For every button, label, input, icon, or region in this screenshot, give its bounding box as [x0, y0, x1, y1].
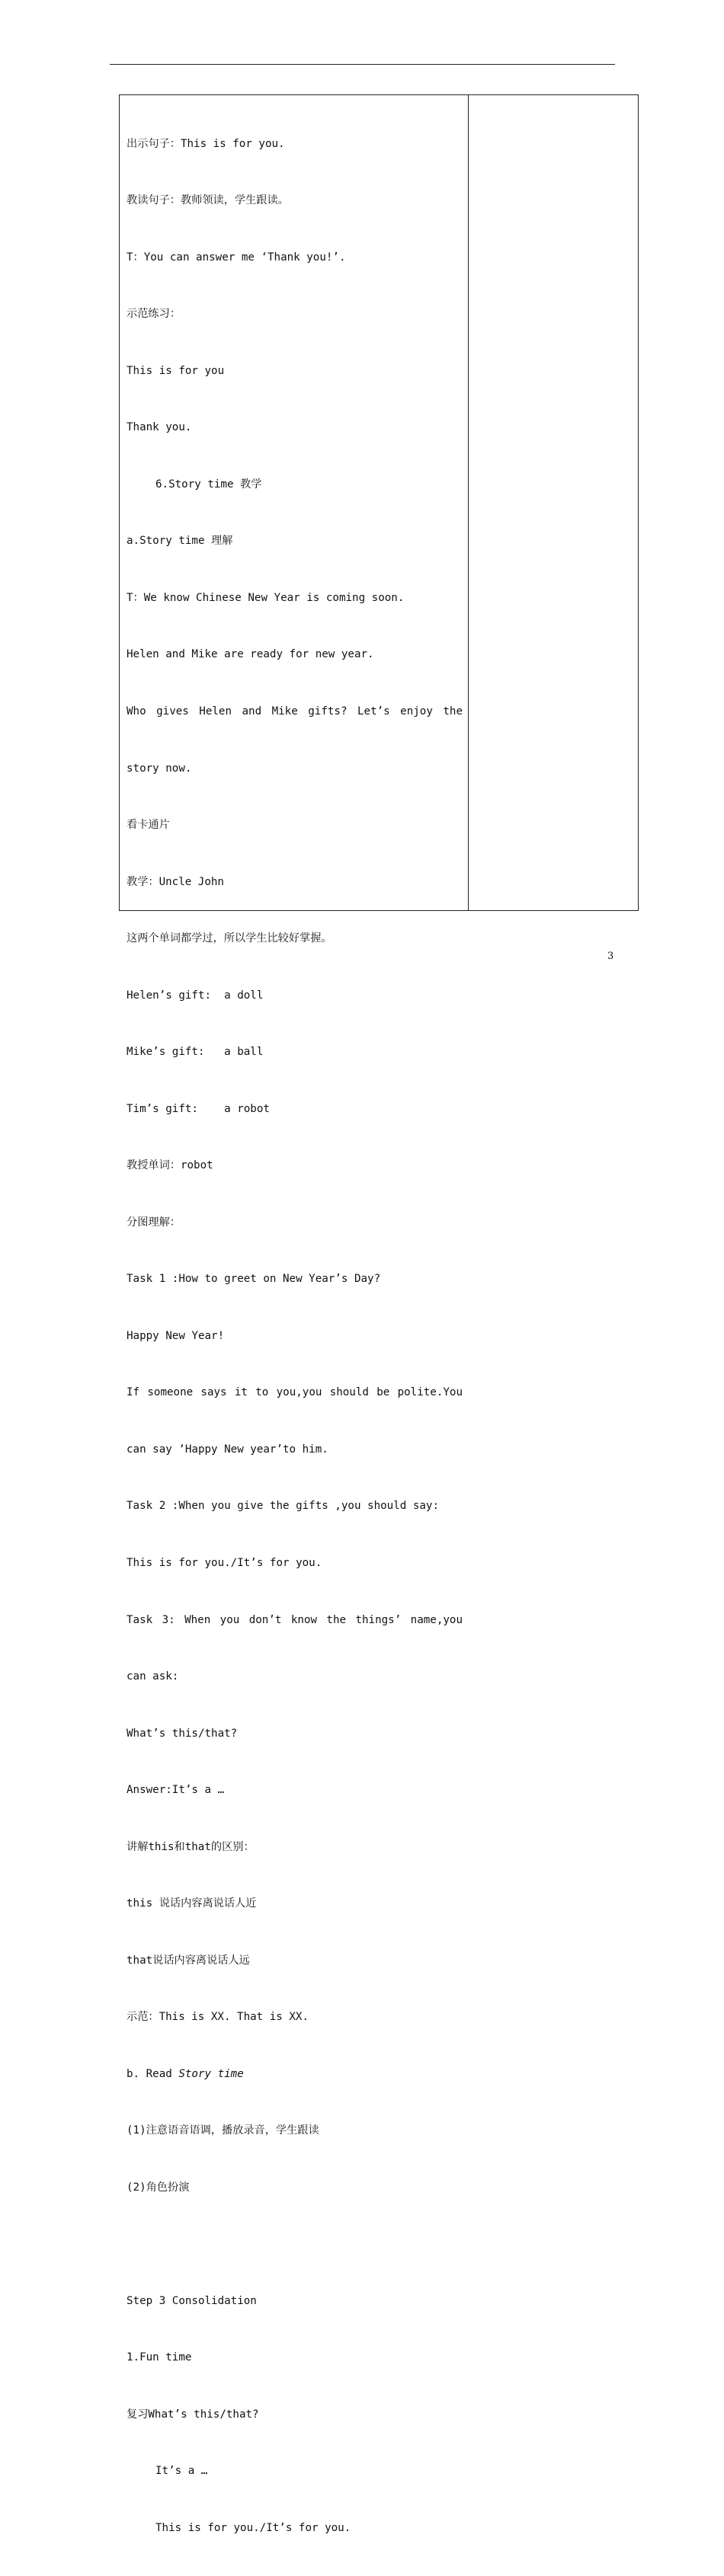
text-line: Task 3: When you don’t know the things’ name,you — [127, 1613, 463, 1626]
subsection-heading — [127, 2065, 463, 2084]
text-line: this 说话内容离说话人近 — [127, 1897, 257, 1910]
text-line: can ask: — [127, 1670, 179, 1683]
blank-line — [127, 2235, 463, 2254]
text-line: This is for you — [127, 364, 225, 377]
section-heading: 1.Fun time — [127, 2351, 192, 2364]
read-label: b. Read — [127, 2067, 179, 2080]
text-line: What’s this/that? — [127, 1727, 238, 1740]
header-rule — [110, 64, 615, 65]
text-line: Mike’s gift: a ball — [127, 1046, 264, 1059]
column-divider — [468, 95, 469, 910]
story-time-italic: Story time — [178, 2067, 244, 2080]
page-number: 3 — [607, 951, 614, 962]
text-line: 看卡通片 — [127, 819, 170, 832]
text-line: Tim’s gift: a robot — [127, 1102, 270, 1115]
text-line: Helen’s gift: a doll — [127, 989, 264, 1002]
text-line: Happy New Year! — [127, 1329, 225, 1342]
text-line: Thank you. — [127, 421, 192, 434]
text-line: 教读句子：教师领读，学生跟读。 — [127, 194, 289, 207]
text-line: Who gives Helen and Mike gifts? Let’s enjoy the — [127, 705, 463, 718]
subsection-heading: a.Story time 理解 — [127, 535, 233, 548]
text-line: can say ‘Happy New year’to him. — [127, 1443, 328, 1456]
text-line: 这两个单词都学过，所以学生比较好掌握。 — [127, 932, 332, 945]
text-line: This is for you./It’s for you. — [127, 1556, 322, 1569]
teaching-steps-cell — [127, 97, 463, 2576]
text-line: Task 1 :How to greet on New Year’s Day? — [127, 1273, 381, 1286]
text-line: 讲解this和that的区别： — [127, 1840, 255, 1853]
section-heading: 6.Story time 教学 — [155, 478, 262, 491]
text-line: (2)角色扮演 — [127, 2181, 190, 2194]
text-line: T：We know Chinese New Year is coming soon. — [127, 591, 405, 604]
text-line: Task 2 :When you give the gifts ,you should say: — [127, 1500, 439, 1513]
text-line: It’s a … — [155, 2465, 208, 2478]
text-line: story now. — [127, 762, 192, 775]
text-line: that说话内容离说话人远 — [127, 1954, 250, 1967]
text-line: Helen and Mike are ready for new year. — [127, 648, 374, 661]
text-line: Answer:It’s a … — [127, 1784, 225, 1797]
text-line: 出示句子：This is for you. — [127, 137, 285, 150]
text-line: This is for you./It’s for you. — [155, 2522, 351, 2534]
text-line: 教学：Uncle John — [127, 875, 224, 888]
text-line: 复习What’s this/that? — [127, 2408, 259, 2421]
step-heading: Step 3 Consolidation — [127, 2294, 257, 2307]
text-line: 示范练习： — [127, 308, 181, 321]
text-line: 分图理解： — [127, 1216, 181, 1229]
text-line: 示范：This is XX. That is XX. — [127, 2011, 309, 2024]
lesson-plan-table — [119, 94, 639, 2534]
text-line: T：You can answer me ‘Thank you!’. — [127, 251, 346, 264]
text-line: (1)注意语音语调，播放录音，学生跟读 — [127, 2124, 319, 2137]
text-line: 教授单词：robot — [127, 1159, 213, 1172]
text-line: If someone says it to you,you should be polite.You — [127, 1386, 463, 1399]
